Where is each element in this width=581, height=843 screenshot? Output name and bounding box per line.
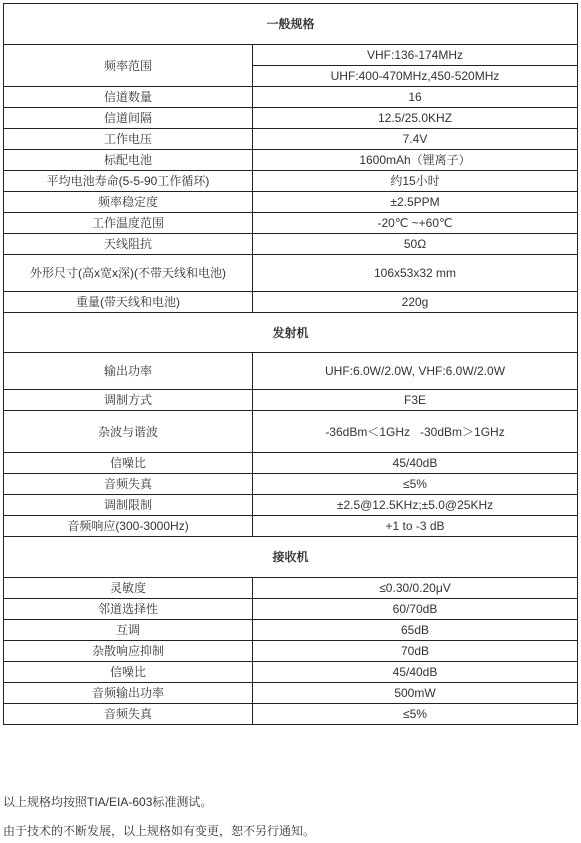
spec-label: 信道数量 (4, 87, 253, 108)
spec-row (4, 150, 578, 171)
spec-label: 信道间隔 (4, 108, 253, 129)
spec-label: 音频失真 (4, 704, 253, 725)
spec-label: 输出功率 (4, 353, 253, 390)
spec-value: 500mW (253, 683, 578, 704)
spec-value: 60/70dB (253, 599, 578, 620)
spec-label: 灵敏度 (4, 578, 253, 599)
spec-row (4, 683, 578, 704)
spec-label: 重量(带天线和电池) (4, 292, 253, 313)
spec-label: 调制限制 (4, 495, 253, 516)
spec-row (4, 108, 578, 129)
spec-row (4, 129, 578, 150)
section-header-row (4, 4, 578, 45)
spec-row (4, 234, 578, 255)
spec-label: 天线阻抗 (4, 234, 253, 255)
spec-row (4, 292, 578, 313)
spec-row (4, 662, 578, 683)
spec-row (4, 411, 578, 453)
spec-row (4, 87, 578, 108)
spec-value: -20℃ ~+60℃ (253, 213, 578, 234)
spec-value: 16 (253, 87, 578, 108)
spec-value: VHF:136-174MHz (253, 45, 578, 66)
spec-label: 杂波与谐波 (4, 411, 253, 453)
spec-value: ±2.5@12.5KHz;±5.0@25KHz (253, 495, 578, 516)
spec-value: -36dBm＜1GHz -30dBm＞1GHz (253, 411, 578, 453)
spec-row (4, 516, 578, 537)
section-header-row (4, 313, 578, 353)
spec-value: 65dB (253, 620, 578, 641)
spec-row (4, 45, 578, 66)
spec-label: 工作温度范围 (4, 213, 253, 234)
spec-value: 7.4V (253, 129, 578, 150)
spec-label: 杂散响应抑制 (4, 641, 253, 662)
spec-label: 外形尺寸(高x宽x深)(不带天线和电池) (4, 255, 253, 292)
spec-row (4, 192, 578, 213)
spec-value: 1600mAh（锂离子） (253, 150, 578, 171)
test-standard-note: 以上规格均按照TIA/EIA-603标准测试。 (3, 795, 213, 809)
spec-value: 12.5/25.0KHZ (253, 108, 578, 129)
section-header-row (4, 537, 578, 578)
spec-row (4, 620, 578, 641)
spec-value: 45/40dB (253, 453, 578, 474)
spec-label: 音频失真 (4, 474, 253, 495)
spec-label: 标配电池 (4, 150, 253, 171)
spec-label: 频率稳定度 (4, 192, 253, 213)
spec-label: 邻道选择性 (4, 599, 253, 620)
spec-row (4, 255, 578, 292)
spec-row (4, 353, 578, 390)
spec-label: 信噪比 (4, 662, 253, 683)
spec-label: 频率范围 (4, 45, 253, 87)
spec-row (4, 390, 578, 411)
spec-value: 约15小时 (253, 171, 578, 192)
receiver-section-title: 接收机 (4, 537, 578, 578)
spec-value: ±2.5PPM (253, 192, 578, 213)
spec-row (4, 704, 578, 725)
transmitter-section-title: 发射机 (4, 313, 578, 353)
spec-value: 45/40dB (253, 662, 578, 683)
spec-label: 工作电压 (4, 129, 253, 150)
spec-row (4, 495, 578, 516)
spec-row (4, 453, 578, 474)
spec-label: 互调 (4, 620, 253, 641)
spec-value: ≤5% (253, 474, 578, 495)
footnotes (3, 794, 315, 840)
spec-value: 70dB (253, 641, 578, 662)
spec-row (4, 599, 578, 620)
spec-value: F3E (253, 390, 578, 411)
spec-label: 音频输出功率 (4, 683, 253, 704)
spec-label: 平均电池寿命(5-5-90工作循环) (4, 171, 253, 192)
spec-value: ≤5% (253, 704, 578, 725)
spec-row (4, 474, 578, 495)
spec-row (4, 171, 578, 192)
change-disclaimer-note: 由于技术的不断发展，以上规格如有变更，恕不另行通知。 (3, 824, 316, 838)
spec-row (4, 213, 578, 234)
spec-value: UHF:400-470MHz,450-520MHz (253, 66, 578, 87)
general-section-title: 一般规格 (4, 4, 578, 45)
spec-row (4, 578, 578, 599)
spec-value: 50Ω (253, 234, 578, 255)
spec-value: 106x53x32 mm (253, 255, 578, 292)
spec-row (4, 641, 578, 662)
spec-label: 信噪比 (4, 453, 253, 474)
spec-table (3, 3, 578, 725)
spec-label: 调制方式 (4, 390, 253, 411)
spec-value: +1 to -3 dB (253, 516, 578, 537)
spec-value: ≤0.30/0.20μV (253, 578, 578, 599)
spec-value: UHF:6.0W/2.0W, VHF:6.0W/2.0W (253, 353, 578, 390)
spec-label: 音频响应(300-3000Hz) (4, 516, 253, 537)
spec-value: 220g (253, 292, 578, 313)
